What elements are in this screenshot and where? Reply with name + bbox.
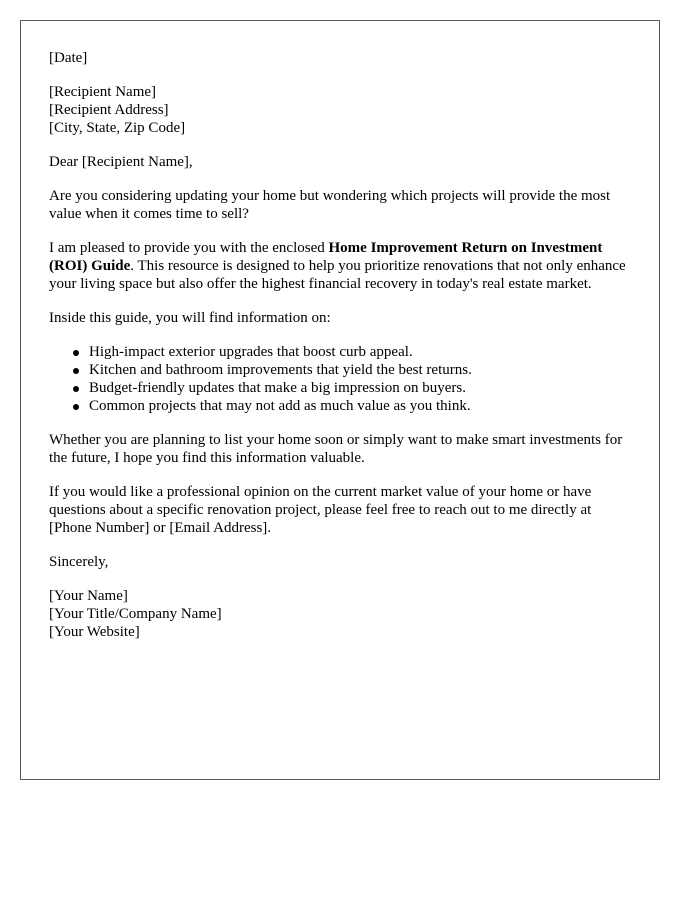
intro-paragraph: Are you considering updating your home but wondering which projects will provide the most value when it comes time to sell? <box>49 188 611 222</box>
recipient-block <box>49 83 631 137</box>
closing: Sincerely, <box>49 554 109 570</box>
guide-title: Home Improvement Return on Investment (ROI) Guide <box>49 240 603 274</box>
list-item <box>89 379 631 397</box>
bullet-icon <box>73 404 79 410</box>
recipient-name: [Recipient Name] <box>49 84 157 100</box>
guide-paragraph <box>49 239 631 293</box>
list-item-text: Budget-friendly updates that make a big impression on buyers. <box>89 380 466 396</box>
signature-block <box>49 587 631 641</box>
plans-paragraph: Whether you are planning to list your home soon or simply want to make smart investments for the future, I hope you find this information valuable. <box>49 432 623 466</box>
contact-paragraph: If you would like a professional opinion on the current market value of your home or have questions about a specific renovation project, please feel free to reach out to me directly at [Phone Number] or [Email Address]. <box>49 484 592 536</box>
list-item-text: Kitchen and bathroom improvements that yield the best returns. <box>89 362 472 378</box>
list-item <box>89 397 631 415</box>
list-item-text: Common projects that may not add as much value as you think. <box>89 398 471 414</box>
letter-date: [Date] <box>49 50 88 66</box>
list-intro: Inside this guide, you will find information on: <box>49 310 331 326</box>
bullet-icon <box>73 350 79 356</box>
list-item <box>89 343 631 361</box>
list-item-text: High-impact exterior upgrades that boost curb appeal. <box>89 344 413 360</box>
signature-website: [Your Website] <box>49 624 140 640</box>
recipient-address: [Recipient Address] <box>49 102 169 118</box>
signature-title-company: [Your Title/Company Name] <box>49 606 222 622</box>
bullet-icon <box>73 386 79 392</box>
salutation: Dear [Recipient Name], <box>49 154 193 170</box>
letter-page <box>20 20 660 780</box>
bullet-icon <box>73 368 79 374</box>
recipient-city-state-zip: [City, State, Zip Code] <box>49 120 186 136</box>
guide-text-before: I am pleased to provide you with the enclosed <box>49 240 329 256</box>
list-item <box>89 361 631 379</box>
guide-topics-list <box>49 343 631 415</box>
guide-text-after: . This resource is designed to help you prioritize renovations that not only enhance your living space but also offer the highest financial recovery in today's real estate market. <box>49 258 626 292</box>
signature-name: [Your Name] <box>49 588 128 604</box>
